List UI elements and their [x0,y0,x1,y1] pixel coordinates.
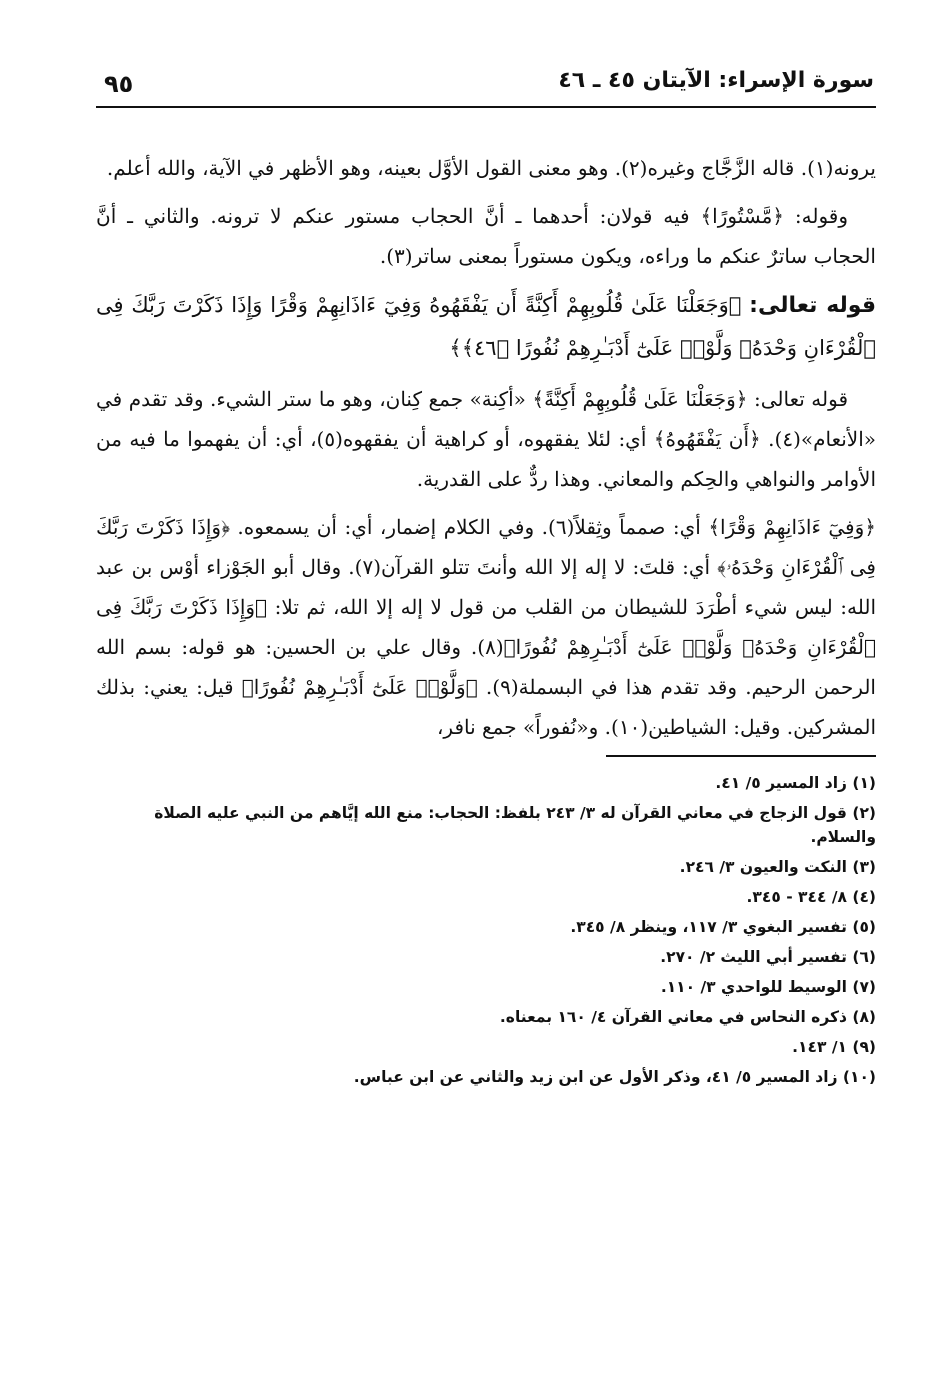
book-page [96,62,876,1095]
footnote-5: (٥) تفسير البغوي ٣/ ١١٧، وينظر ٨/ ٣٤٥. [570,918,876,936]
body-text [96,148,876,747]
paragraph-1: يرونه(١). قاله الزَّجَّاج وغيره(٢). وهو معنى القول الأوَّل بعينه، وهو الأظهر في الآية، والله أعلم. [106,156,876,180]
running-title: سورة الإسراء: الآيتان ٤٥ ـ ٤٦ [558,68,874,93]
footnote-4: (٤) ٨/ ٣٤٤ - ٣٤٥. [746,888,876,906]
paragraph-2: وقوله: ﴿مَّسْتُورًا﴾ فيه قولان: أحدهما ـ أنَّ الحجاب مستور عنكم لا ترونه. والثاني ـ أنَّ الحجاب ساترٌ عنكم ما وراءه، ويكون مستوراً بمعنى ساتر(٣). [96,204,876,268]
page-number: ٩٥ [104,70,134,98]
paragraph-4: ﴿وَفِيٓ ءَاذَانِهِمْ وَقْرًا﴾ أي: صمماً وثِقلاً(٦). وفي الكلام إضمار، أي: أن يسمعوه. ﴿وَإِذَا ذَكَرْتَ رَبَّكَ فِى ٱلْقُرْءَانِ وَحْدَهُۥ﴾ أي: قلتَ: لا إله إلا الله وأنتَ تتلو القرآن(٧). وقال أبو الجَوْزاء أوْس بن عبد الله: ليس شيء أطْرَدَ للشيطان من القلب من قول لا إله إلا الله، ثم تلا: ﴿وَإِذَا ذَكَرْتَ رَبَّكَ فِى ٱلْقُرْءَانِ وَحْدَهُۥ وَلَّوْا۟ عَلَىٰٓ أَدْبَـٰرِهِمْ نُفُورًا﴾(٨). وقال علي بن الحسين: هو قوله: بسم الله الرحمن الرحيم. وقد تقدم هذا في البسملة(٩). ﴿وَلَّوْا۟ عَلَىٰٓ أَدْبَـٰرِهِمْ نُفُورًا﴾ قيل: يعني: بذلك المشركين. وقيل: الشياطين(١٠). و«نُفوراً» جمع نافر، [96,515,876,739]
footnote-1: (١) زاد المسير ٥/ ٤١. [715,774,876,792]
page-header [96,62,876,108]
verse-label: قوله تعالى: [749,293,876,318]
footnote-7: (٧) الوسيط للواحدي ٣/ ١١٠. [660,978,876,996]
footnote-8: (٨) ذكره النحاس في معاني القرآن ٤/ ١٦٠ بمعناه. [499,1008,876,1026]
paragraph-3: قوله تعالى: ﴿وَجَعَلْنَا عَلَىٰ قُلُوبِهِمْ أَكِنَّةً﴾ «أكِنة» جمع كِنان، وهو ما ستر الشيء. وقد تقدم في «الأنعام»(٤). ﴿أَن يَفْقَهُوهُ﴾ أي: لئلا يفقهوه، أو كراهية أن يفقهوه(٥)، أي: أن يفهموا ما فيه من الأوامر والنواهي والحِكم والمعاني. وهذا ردٌّ على القدرية. [96,387,876,491]
footnote-2: (٢) قول الزجاج في معاني القرآن له ٣/ ٢٤٣ بلفظ: الحجاب: منع الله إيَّاهم من النبي عليه الصلاة والسلام. [154,804,876,846]
footnotes [96,771,876,1089]
footnote-3: (٣) النكت والعيون ٣/ ٢٤٦. [679,858,876,876]
footnote-divider [606,755,876,757]
footnote-9: (٩) ١/ ١٤٣. [792,1038,876,1056]
verse-text: ﴿وَجَعَلْنَا عَلَىٰ قُلُوبِهِمْ أَكِنَّةً أَن يَفْقَهُوهُ وَفِيٓ ءَاذَانِهِمْ وَقْرًا وَإِذَا ذَكَرْتَ رَبَّكَ فِى ٱلْقُرْءَانِ وَحْدَهُۥ وَلَّوْا۟ عَلَىٰٓ أَدْبَـٰرِهِمْ نُفُورًا ﴿٤٦﴾﴾ [96,293,876,360]
footnote-10: (١٠) زاد المسير ٥/ ٤١، وذكر الأول عن ابن زيد والثاني عن ابن عباس. [353,1068,876,1086]
footnote-6: (٦) تفسير أبي الليث ٢/ ٢٧٠. [660,948,876,966]
verse-block [96,284,876,369]
